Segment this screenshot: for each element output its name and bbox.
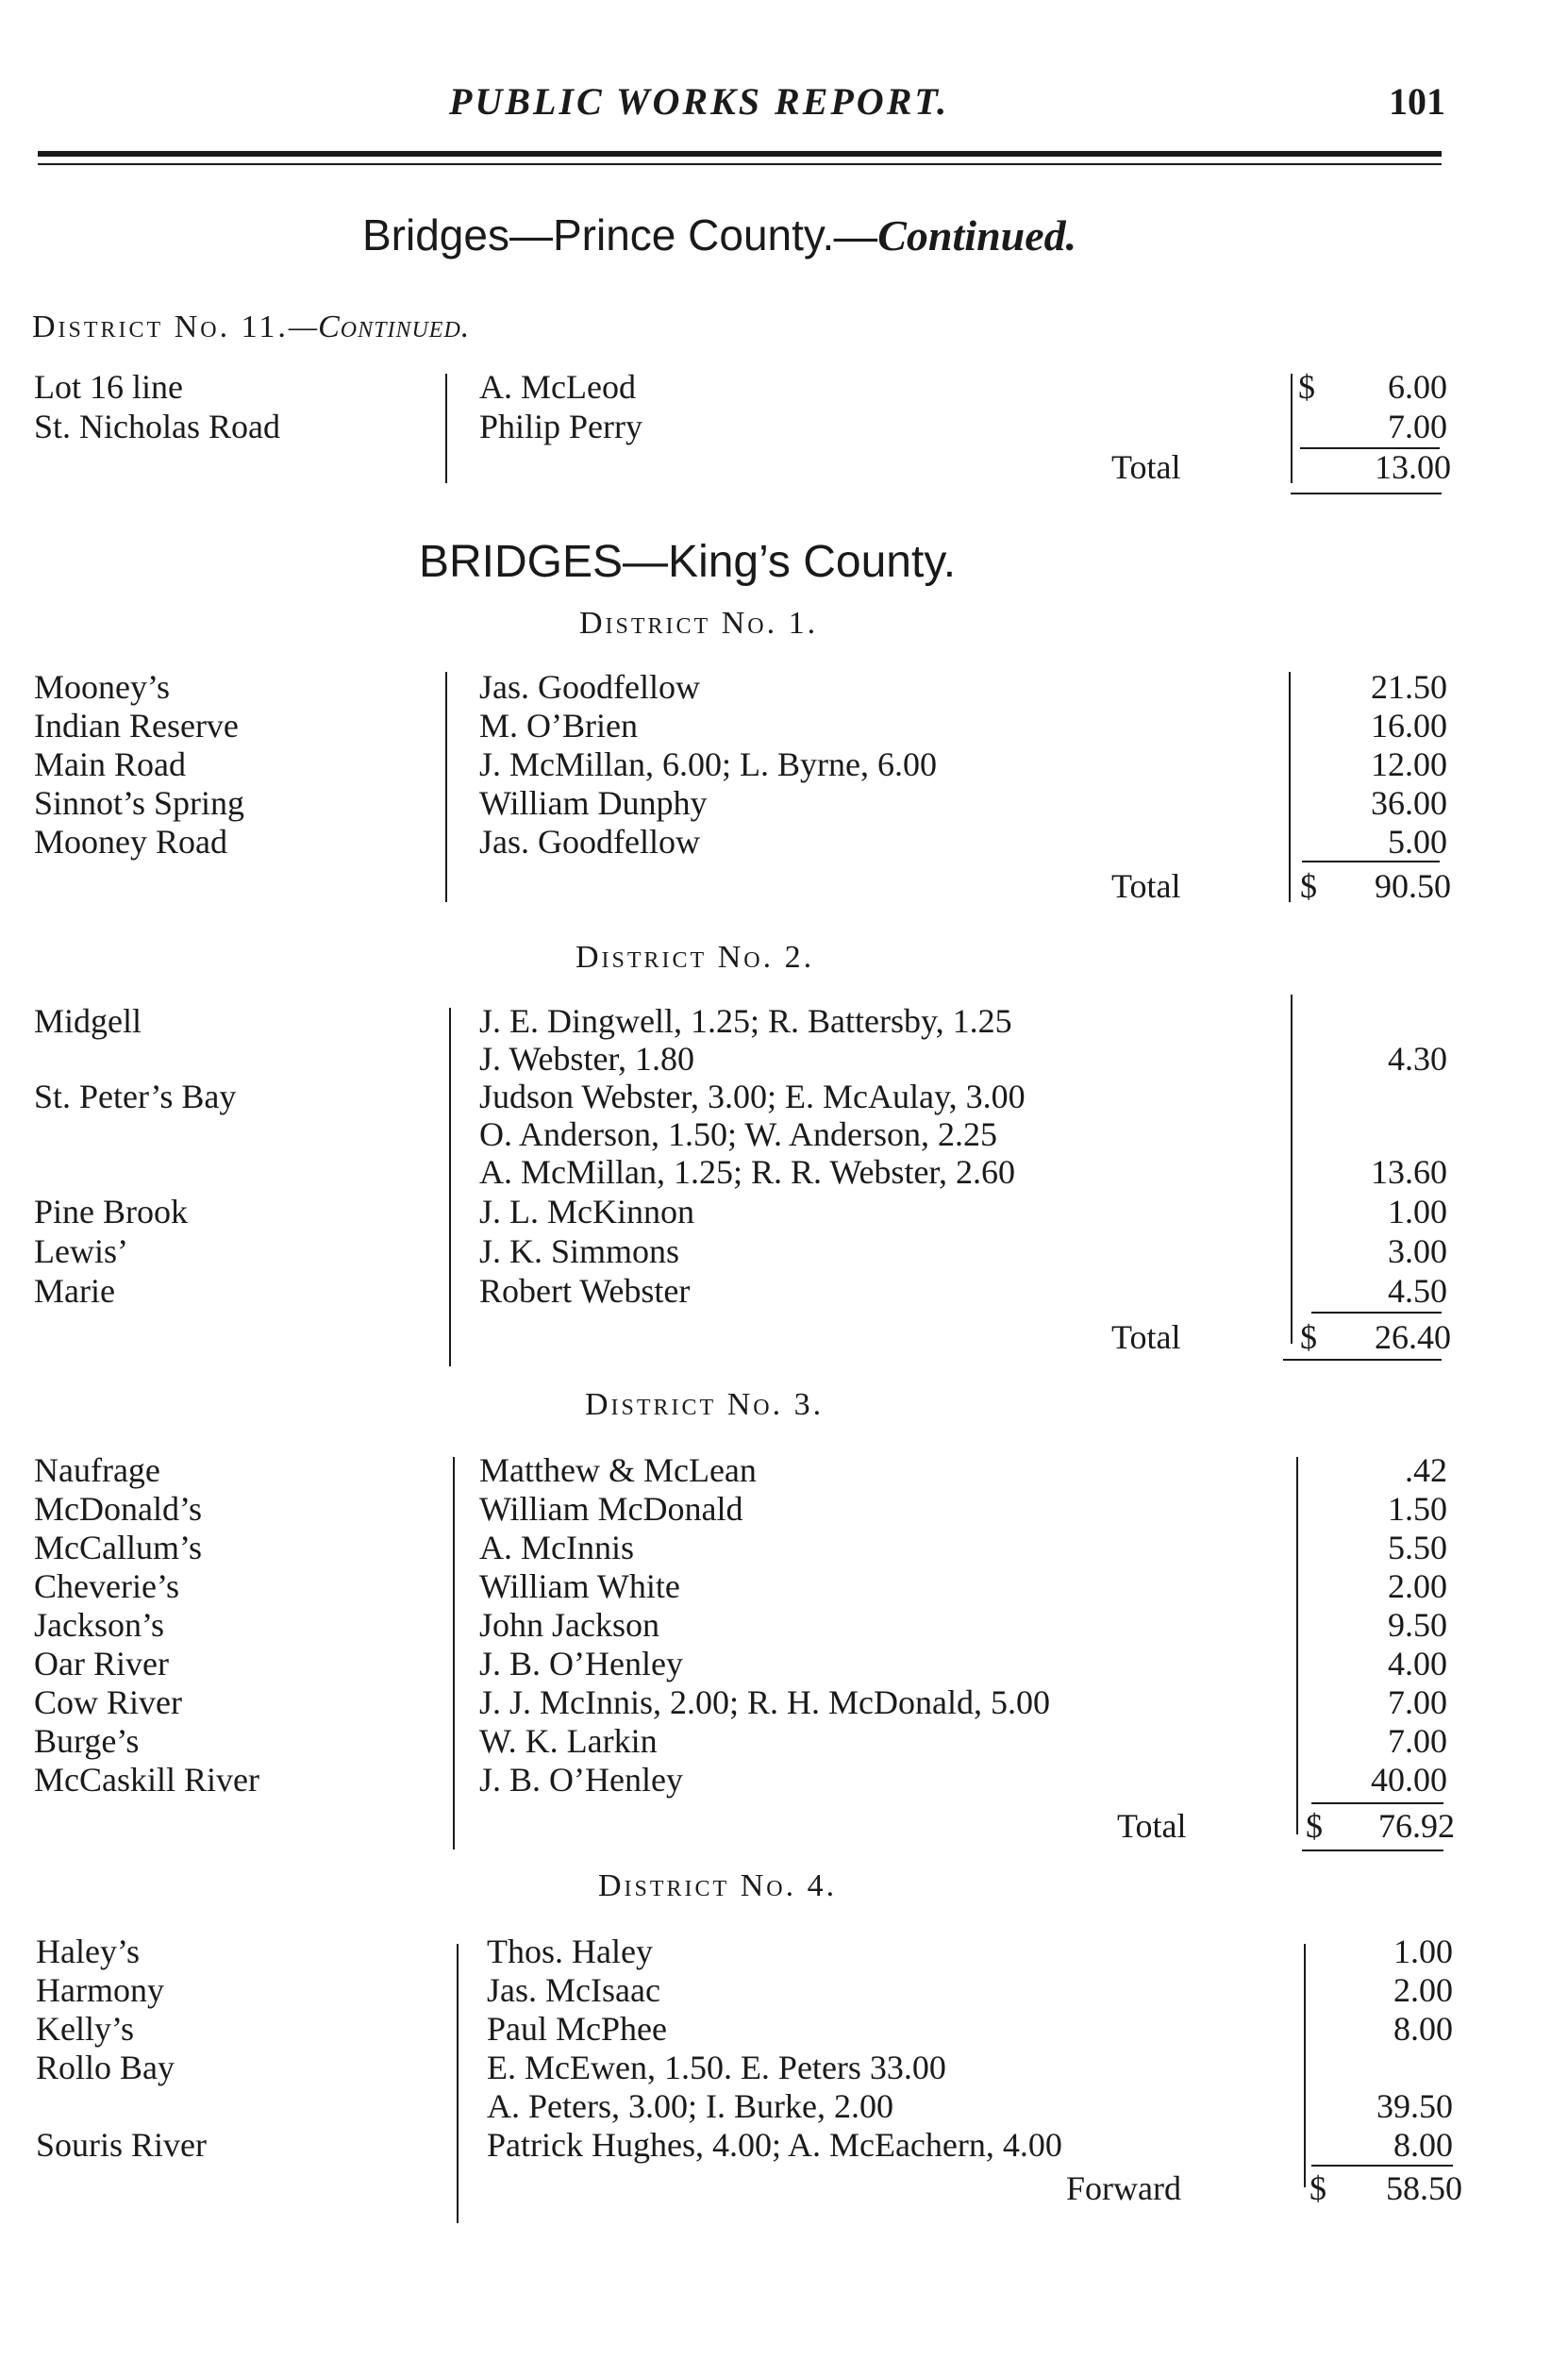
- amount: 3.00: [1388, 1232, 1447, 1270]
- contractor-names: J. K. Simmons: [479, 1232, 680, 1270]
- contractor-names: Patrick Hughes, 4.00; A. McEachern, 4.00: [487, 2126, 1062, 2164]
- amount: 16.00: [1371, 707, 1447, 745]
- total-amount: 26.40: [1375, 1318, 1451, 1356]
- contractor-names: E. McEwen, 1.50. E. Peters 33.00: [487, 2049, 946, 2086]
- section-continued: —Continued.: [834, 211, 1077, 259]
- amount: 9.50: [1388, 1606, 1447, 1644]
- amount: 5.00: [1388, 823, 1447, 861]
- section-title-kings: BRIDGES—King’s County.: [419, 537, 957, 587]
- total-row: [0, 1315, 1568, 1359]
- column-rule-right: [1296, 1457, 1298, 1834]
- contractor-names: J. B. O’Henley: [479, 1645, 683, 1682]
- place-name: McCaskill River: [34, 1761, 259, 1799]
- column-rule-left: [449, 1008, 451, 1366]
- total-label: Total: [1111, 448, 1181, 486]
- ledger-row: [0, 1604, 1568, 1646]
- amount: 39.50: [1376, 2087, 1453, 2125]
- place-name: Jackson’s: [34, 1606, 164, 1644]
- running-header: [0, 79, 1568, 126]
- contractor-names: William McDonald: [479, 1490, 743, 1528]
- contractor-names: John Jackson: [479, 1606, 659, 1644]
- dollar-sign: $: [1309, 2169, 1326, 2207]
- section-title-prince: [362, 209, 1076, 260]
- ledger-row: [0, 1151, 1568, 1193]
- dollar-sign: $: [1298, 368, 1315, 406]
- contractor-names: Philip Perry: [479, 408, 643, 445]
- running-title: PUBLIC WORKS REPORT.: [449, 80, 950, 123]
- total-rule: [1291, 493, 1442, 494]
- place-name: Cow River: [34, 1683, 182, 1721]
- ledger-row: [0, 1720, 1568, 1762]
- district-heading-4: District No. 4.: [598, 1868, 838, 1903]
- contractor-names: Jas. McIsaac: [487, 1971, 660, 2009]
- ledger-row: [0, 821, 1568, 862]
- amount: 21.50: [1371, 668, 1447, 706]
- dollar-sign: $: [1300, 1318, 1317, 1356]
- contractor-names: William Dunphy: [479, 784, 708, 822]
- ledger-row: [0, 2124, 1568, 2166]
- dollar-sign: $: [1306, 1807, 1323, 1845]
- ledger-row: [0, 1191, 1568, 1232]
- contractor-names: A. McMillan, 1.25; R. R. Webster, 2.60: [479, 1153, 1015, 1191]
- total-label: Total: [1117, 1807, 1187, 1845]
- amount: 2.00: [1388, 1567, 1447, 1605]
- ledger-row: [0, 666, 1568, 708]
- contractor-names: J. B. O’Henley: [479, 1761, 683, 1799]
- amount: 8.00: [1393, 2126, 1453, 2164]
- place-name: Mooney’s: [34, 668, 170, 706]
- contractor-names: Robert Webster: [479, 1272, 691, 1310]
- contractor-names: A. McInnis: [479, 1529, 634, 1566]
- ledger-row: [0, 1038, 1568, 1080]
- contractor-names: Judson Webster, 3.00; E. McAulay, 3.00: [479, 1078, 1026, 1115]
- ledger-row: [0, 1643, 1568, 1684]
- total-amount: 76.92: [1378, 1807, 1455, 1845]
- forward-amount: 58.50: [1386, 2169, 1462, 2207]
- subtotal-rule: [1302, 861, 1440, 862]
- total-row: [0, 445, 1568, 489]
- amount: 8.00: [1393, 2010, 1453, 2048]
- amount: 4.00: [1388, 1645, 1447, 1682]
- place-name: Lewis’: [34, 1232, 128, 1270]
- amount: 7.00: [1388, 408, 1447, 445]
- place-name: Burge’s: [34, 1722, 140, 1760]
- amount: 1.50: [1388, 1490, 1447, 1528]
- dollar-sign: $: [1300, 867, 1317, 905]
- header-rule-thin: [38, 163, 1442, 165]
- place-name: Haley’s: [36, 1933, 140, 1970]
- ledger-row: [0, 1488, 1568, 1530]
- district-heading-2: District No. 2.: [575, 940, 815, 975]
- place-name: Midgell: [34, 1002, 142, 1040]
- ledger-row: [0, 705, 1568, 746]
- ledger-row: [0, 1682, 1568, 1723]
- contractor-names: M. O’Brien: [479, 707, 638, 745]
- subtotal-rule: [1311, 1312, 1442, 1314]
- contractor-names: J. McMillan, 6.00; L. Byrne, 6.00: [479, 745, 937, 783]
- ledger-row: [0, 1449, 1568, 1491]
- amount: 4.30: [1388, 1040, 1447, 1078]
- amount: 5.50: [1388, 1529, 1447, 1566]
- total-amount: 90.50: [1375, 867, 1451, 905]
- amount: 40.00: [1371, 1761, 1447, 1799]
- place-name: Naufrage: [34, 1451, 160, 1489]
- total-rule: [1302, 1850, 1443, 1851]
- ledger-row: [0, 1969, 1568, 2011]
- place-name: Souris River: [36, 2126, 208, 2164]
- contractor-names: Thos. Haley: [487, 1933, 653, 1970]
- place-name: Lot 16 line: [34, 368, 183, 406]
- ledger-row: [0, 1230, 1568, 1272]
- contractor-names: Paul McPhee: [487, 2010, 667, 2048]
- total-row: [0, 1804, 1568, 1848]
- total-label: Total: [1111, 867, 1181, 905]
- ledger-row: [0, 1076, 1568, 1117]
- contractor-names: J. E. Dingwell, 1.25; R. Battersby, 1.25: [479, 1002, 1012, 1040]
- district-heading-3: District No. 3.: [585, 1387, 825, 1422]
- contractor-names: W. K. Larkin: [479, 1722, 658, 1760]
- place-name: St. Peter’s Bay: [34, 1078, 237, 1115]
- ledger-row: [0, 2008, 1568, 2050]
- place-name: Pine Brook: [34, 1193, 189, 1230]
- amount: 36.00: [1371, 784, 1447, 822]
- contractor-names: A. McLeod: [479, 368, 636, 406]
- district-heading-11: District No. 11.—Continued.: [32, 310, 471, 344]
- place-name: St. Nicholas Road: [34, 408, 280, 445]
- ledger-row: [0, 1527, 1568, 1568]
- column-rule-right: [1291, 995, 1293, 1344]
- ledger-row: [0, 744, 1568, 785]
- total-row: [0, 864, 1568, 908]
- district-heading-1: District No. 1.: [579, 606, 819, 641]
- contractor-names: Jas. Goodfellow: [479, 823, 700, 861]
- amount: 1.00: [1393, 1933, 1453, 1970]
- place-name: McCallum’s: [34, 1529, 202, 1566]
- amount: 1.00: [1388, 1193, 1447, 1230]
- place-name: Kelly’s: [36, 2010, 134, 2048]
- total-row: [0, 2167, 1568, 2210]
- ledger-row: [0, 2047, 1568, 2088]
- contractor-names: A. Peters, 3.00; I. Burke, 2.00: [487, 2087, 893, 2125]
- ledger-row: [0, 782, 1568, 824]
- contractor-names: Jas. Goodfellow: [479, 668, 700, 706]
- amount: 7.00: [1388, 1683, 1447, 1721]
- page-number: 101: [1389, 80, 1445, 123]
- amount: 4.50: [1388, 1272, 1447, 1310]
- column-rule-right: [1304, 1944, 1306, 2187]
- ledger-row: [0, 1000, 1568, 1042]
- ledger-row: [0, 366, 1568, 408]
- amount: 7.00: [1388, 1722, 1447, 1760]
- amount: 12.00: [1371, 745, 1447, 783]
- total-rule: [1283, 1359, 1442, 1361]
- section-title-text: Bridges—Prince County.: [362, 210, 835, 259]
- place-name: Main Road: [34, 745, 186, 783]
- forward-label: Forward: [1066, 2169, 1181, 2207]
- amount: 6.00: [1388, 368, 1447, 406]
- contractor-names: Matthew & McLean: [479, 1451, 757, 1489]
- contractor-names: O. Anderson, 1.50; W. Anderson, 2.25: [479, 1115, 997, 1153]
- place-name: Mooney Road: [34, 823, 227, 861]
- contractor-names: J. Webster, 1.80: [479, 1040, 694, 1078]
- ledger-row: [0, 1113, 1568, 1155]
- ledger-row: [0, 2085, 1568, 2127]
- ledger-row: [0, 406, 1568, 447]
- ledger-row: [0, 1565, 1568, 1607]
- amount: 13.60: [1371, 1153, 1447, 1191]
- contractor-names: J. J. McInnis, 2.00; R. H. McDonald, 5.00: [479, 1683, 1050, 1721]
- place-name: Indian Reserve: [34, 707, 239, 745]
- place-name: Oar River: [34, 1645, 169, 1682]
- total-label: Total: [1111, 1318, 1181, 1356]
- contractor-names: J. L. McKinnon: [479, 1193, 694, 1230]
- place-name: Cheverie’s: [34, 1567, 179, 1605]
- ledger-row: [0, 1270, 1568, 1312]
- total-amount: 13.00: [1375, 448, 1451, 486]
- amount: .42: [1405, 1451, 1447, 1489]
- header-rule: [38, 151, 1442, 157]
- place-name: Sinnot’s Spring: [34, 784, 245, 822]
- ledger-row: [0, 1931, 1568, 1972]
- place-name: Rollo Bay: [36, 2049, 175, 2086]
- amount: 2.00: [1393, 1971, 1453, 2009]
- place-name: Harmony: [36, 1971, 164, 2009]
- contractor-names: William White: [479, 1567, 680, 1605]
- place-name: Marie: [34, 1272, 115, 1310]
- place-name: McDonald’s: [34, 1490, 202, 1528]
- column-rule-left: [453, 1457, 455, 1850]
- ledger-row: [0, 1759, 1568, 1800]
